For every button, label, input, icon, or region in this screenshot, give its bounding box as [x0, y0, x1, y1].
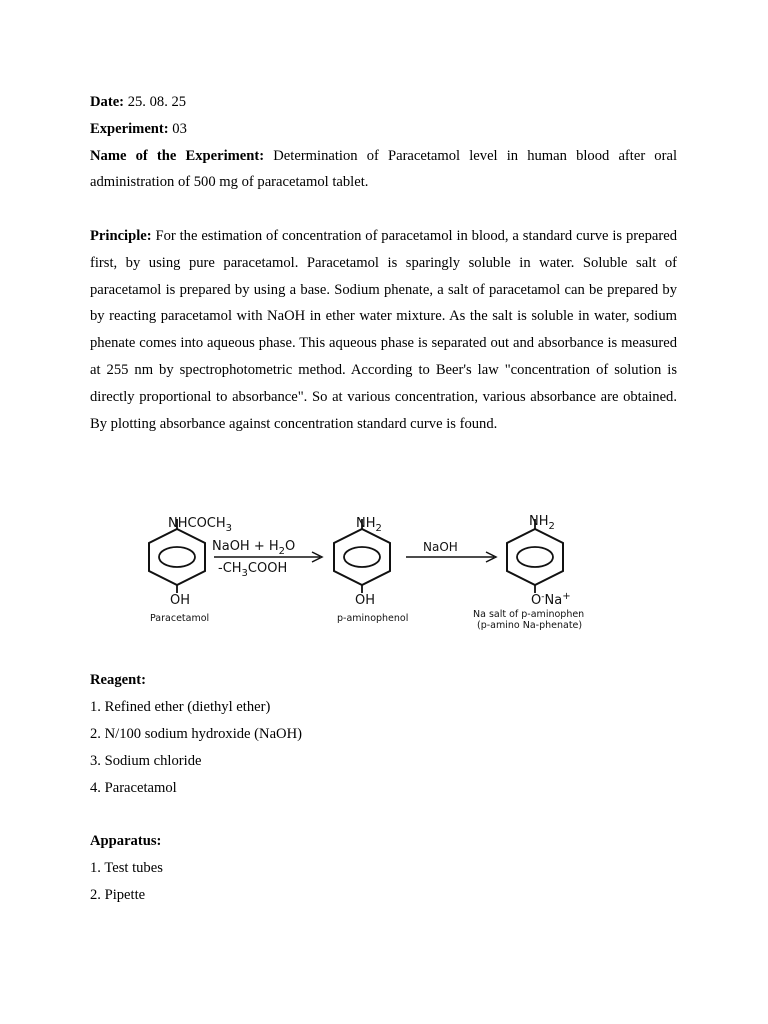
reagent-item-4: 4. Paracetamol [90, 779, 177, 796]
sodium-phenate-ona: O-Na+ [531, 591, 571, 609]
reagent-heading: Reagent: [90, 672, 146, 689]
experiment-name-label: Name of the Experiment: [90, 147, 265, 164]
apparatus-item-2: 2. Pipette [90, 886, 146, 903]
p-aminophenol-label: p-aminophenol [337, 613, 409, 625]
experiment-name-value: Determination of Paracetamol level in human blood after oral administration of 500 mg of paracetamol tablet. [90, 147, 677, 191]
sodium-phenate-label-2: (p-amino Na-phenate) [477, 620, 583, 632]
step2-reagent: NaOH [423, 540, 458, 555]
reaction-scheme [90, 473, 677, 639]
experiment-value: 03 [172, 120, 187, 137]
document-page [90, 89, 677, 909]
paracetamol-oh: OH [170, 593, 191, 609]
apparatus-item-1: 1. Test tubes [90, 859, 163, 876]
date-label: Date: [90, 94, 125, 110]
p-aminophenol-oh: OH [355, 593, 376, 609]
reagent-item-1: 1. Refined ether (diethyl ether) [90, 699, 271, 716]
principle-label: Principle: [90, 227, 152, 244]
step1-reagent-b: $-CH_3COOH$ [218, 561, 288, 580]
paracetamol-top-group: $NHCOCH_3$ [168, 516, 233, 535]
p-aminophenol-nh2: $NH_2$ [356, 516, 382, 535]
reaction-scheme-svg [90, 473, 677, 639]
paracetamol-label: Paracetamol [150, 613, 210, 625]
experiment-label: Experiment: [90, 120, 169, 137]
apparatus-heading: Apparatus: [90, 833, 162, 850]
principle-paragraph [90, 223, 677, 437]
reagent-item-3: 3. Sodium chloride [90, 752, 202, 769]
principle-text: For the estimation of concentration of paracetamol in blood, a standard curve is prepared first, by using pure paracetamol. Paracetamol is sparingly soluble in water. Soluble salt of paracetamol is prepared by using a base. Sodium phenate, a salt of paracetamol can be prepared by by reacting paracetamol with NaOH in ether water mixture. As the salt is soluble in water, sodium phenate comes into aqueous phase. This aqueous phase is separated out and absorbance is measured at 255 nm by spectrophotometric method. According to Beer's law "concentration of solution is directly proportional to absorbance". So at various concentration, various absorbance are obtained. By plotting absorbance against concentration standard curve is found. [90, 227, 677, 432]
date-line [90, 89, 677, 116]
date-value: 25. 08. 25 [127, 94, 187, 110]
experiment-line [90, 116, 677, 143]
sodium-phenate-label-1: Na salt of p-aminophen [473, 609, 585, 621]
reagent-item-2: 2. N/100 sodium hydroxide (NaOH) [90, 725, 302, 742]
experiment-name-paragraph [90, 143, 677, 197]
sodium-phenate-nh2: $NH_2$ [529, 514, 555, 533]
step1-reagent-a: NaOH + $H_2O$ [212, 539, 296, 558]
